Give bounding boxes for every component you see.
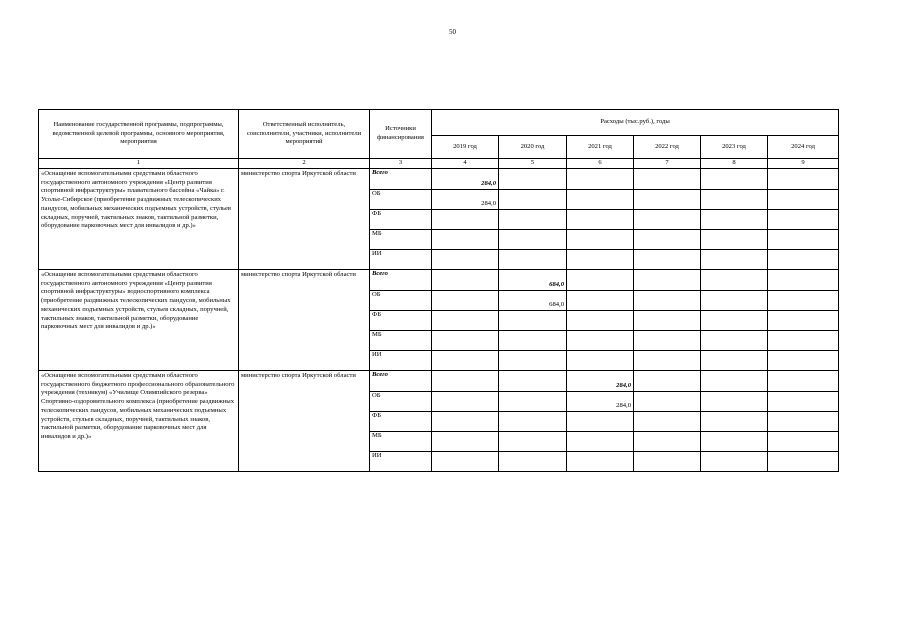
value-cell xyxy=(701,291,768,311)
value-cell xyxy=(567,169,634,190)
value-cell xyxy=(499,432,567,452)
source-mb: МБ xyxy=(370,432,432,452)
source-total: Всего xyxy=(370,270,432,291)
value-cell xyxy=(567,190,634,210)
value-cell xyxy=(634,291,701,311)
value-cell xyxy=(567,452,634,472)
value-cell xyxy=(768,392,839,412)
value-cell xyxy=(768,169,839,190)
value-cell xyxy=(567,250,634,270)
value-cell xyxy=(768,230,839,250)
value-cell xyxy=(499,351,567,371)
header-year: 2022 год xyxy=(634,136,701,159)
header-year: 2020 год xyxy=(499,136,567,159)
column-number: 5 xyxy=(499,159,567,169)
value-cell xyxy=(768,412,839,432)
value-cell xyxy=(768,250,839,270)
value-cell xyxy=(567,291,634,311)
value-cell xyxy=(499,412,567,432)
source-ii: ИИ xyxy=(370,351,432,371)
value-cell xyxy=(701,169,768,190)
page-number: 50 xyxy=(449,28,456,36)
value-cell xyxy=(768,291,839,311)
value-cell xyxy=(701,230,768,250)
value-cell xyxy=(701,351,768,371)
measure-name: «Оснащение вспомогательными средствами областного государственного автономного учреждения «Центр развития спортивной инфраструктуры» плавательного бассейна «Чайка» г. Усолье-Сибирское (приобретение раздвижных телескопических пандусов, мобильных механических подъемных устройств, стульев складных, поручней, тактильных знаков, тактильной разметки, оборудование парковочных мест для инвалидов и др.)» xyxy=(39,169,239,270)
header-name: Наименование государственной программы, подпрограммы, ведомственной целевой программы, основного мероприятия, мероприятия xyxy=(39,110,239,159)
value-cell xyxy=(432,371,499,392)
value-cell xyxy=(499,371,567,392)
header-responsible: Ответственный исполнитель, соисполнители, участники, исполнители мероприятий xyxy=(239,110,370,159)
column-number: 3 xyxy=(370,159,432,169)
value-cell xyxy=(432,452,499,472)
value-cell xyxy=(701,331,768,351)
value-cell xyxy=(701,311,768,331)
value-cell xyxy=(432,250,499,270)
source-ob: ОБ xyxy=(370,392,432,412)
measure-responsible: министерство спорта Иркутской области xyxy=(239,371,370,472)
value-cell xyxy=(634,190,701,210)
header-year: 2023 год xyxy=(701,136,768,159)
value-cell xyxy=(499,331,567,351)
value-cell xyxy=(701,392,768,412)
column-number: 8 xyxy=(701,159,768,169)
value-cell xyxy=(768,432,839,452)
value-cell xyxy=(768,210,839,230)
value-cell xyxy=(701,412,768,432)
measure-responsible: министерство спорта Иркутской области xyxy=(239,270,370,371)
source-fb: ФБ xyxy=(370,210,432,230)
value-cell xyxy=(701,371,768,392)
header-year: 2024 год xyxy=(768,136,839,159)
value-cell xyxy=(634,392,701,412)
budget-table xyxy=(38,109,839,472)
column-number: 9 xyxy=(768,159,839,169)
measure-block xyxy=(39,270,839,371)
value-cell xyxy=(567,210,634,230)
value-cell xyxy=(432,432,499,452)
value-cell xyxy=(567,331,634,351)
value-cell xyxy=(499,190,567,210)
value-cell xyxy=(701,210,768,230)
value-cell: 284,0 xyxy=(567,371,634,392)
measure-name: «Оснащение вспомогательными средствами областного государственного автономного учреждения «Центр развития спортивной инфраструктуры» водноспортивного комплекса (приобретение раздвижных телескопических пандусов, мобильных механических подъемных устройств, стульев складных, поручней, тактильных знаков, тактильной разметки, оборудование парковочных мест для инвалидов и др.)» xyxy=(39,270,239,371)
source-mb: МБ xyxy=(370,331,432,351)
value-cell xyxy=(432,392,499,412)
value-cell xyxy=(768,452,839,472)
column-number: 4 xyxy=(432,159,499,169)
column-number: 6 xyxy=(567,159,634,169)
value-cell xyxy=(701,432,768,452)
source-ii: ИИ xyxy=(370,452,432,472)
header-year: 2021 год xyxy=(567,136,634,159)
value-cell xyxy=(432,210,499,230)
value-cell xyxy=(634,230,701,250)
value-cell xyxy=(634,210,701,230)
value-cell xyxy=(768,371,839,392)
header-expenses: Расходы (тыс.руб.), годы xyxy=(432,110,839,136)
column-number: 1 xyxy=(39,159,239,169)
header-year: 2019 год xyxy=(432,136,499,159)
value-cell xyxy=(499,210,567,230)
column-number: 2 xyxy=(239,159,370,169)
value-cell xyxy=(634,371,701,392)
value-cell xyxy=(768,311,839,331)
value-cell xyxy=(701,270,768,291)
source-total: Всего xyxy=(370,371,432,392)
value-cell xyxy=(768,351,839,371)
source-fb: ФБ xyxy=(370,412,432,432)
value-cell xyxy=(432,311,499,331)
value-cell xyxy=(499,169,567,190)
measure-name: «Оснащение вспомогательными средствами областного государственного бюджетного профессионального образовательного учреждения (техникум) «Училище Олимпийского резерва» Спортивно-оздоровительного комплекса (приобретение раздвижных телескопических пандусов, мобильных механических подъемных устройств, стульев складных, поручней, тактильных знаков, тактильной разметки, оборудование парковочных мест для инвалидов и др.)» xyxy=(39,371,239,472)
measure-block xyxy=(39,371,839,472)
value-cell xyxy=(634,331,701,351)
value-cell xyxy=(634,412,701,432)
value-cell xyxy=(634,250,701,270)
value-cell: 284,0 xyxy=(432,190,499,210)
value-cell: 684,0 xyxy=(499,270,567,291)
value-cell xyxy=(432,270,499,291)
header-sources: Источники финансирования xyxy=(370,110,432,159)
value-cell xyxy=(634,432,701,452)
source-ii: ИИ xyxy=(370,250,432,270)
value-cell xyxy=(768,270,839,291)
value-cell xyxy=(432,230,499,250)
value-cell xyxy=(499,392,567,412)
value-cell: 684,0 xyxy=(499,291,567,311)
value-cell xyxy=(567,432,634,452)
source-fb: ФБ xyxy=(370,311,432,331)
value-cell xyxy=(567,270,634,291)
value-cell: 284,0 xyxy=(567,392,634,412)
value-cell xyxy=(567,311,634,331)
value-cell xyxy=(432,291,499,311)
value-cell xyxy=(567,351,634,371)
value-cell xyxy=(567,412,634,432)
value-cell xyxy=(701,452,768,472)
value-cell xyxy=(768,190,839,210)
value-cell xyxy=(634,311,701,331)
source-ob: ОБ xyxy=(370,190,432,210)
value-cell xyxy=(701,190,768,210)
value-cell xyxy=(768,331,839,351)
value-cell xyxy=(634,270,701,291)
value-cell xyxy=(499,452,567,472)
value-cell xyxy=(499,250,567,270)
measure-responsible: министерство спорта Иркутской области xyxy=(239,169,370,270)
value-cell xyxy=(567,230,634,250)
value-cell xyxy=(432,331,499,351)
value-cell xyxy=(634,351,701,371)
source-total: Всего xyxy=(370,169,432,190)
column-number: 7 xyxy=(634,159,701,169)
value-cell xyxy=(701,250,768,270)
value-cell xyxy=(432,412,499,432)
measure-block xyxy=(39,169,839,270)
source-ob: ОБ xyxy=(370,291,432,311)
value-cell xyxy=(499,311,567,331)
value-cell xyxy=(634,452,701,472)
value-cell xyxy=(432,351,499,371)
source-mb: МБ xyxy=(370,230,432,250)
value-cell xyxy=(634,169,701,190)
value-cell: 284,0 xyxy=(432,169,499,190)
value-cell xyxy=(499,230,567,250)
